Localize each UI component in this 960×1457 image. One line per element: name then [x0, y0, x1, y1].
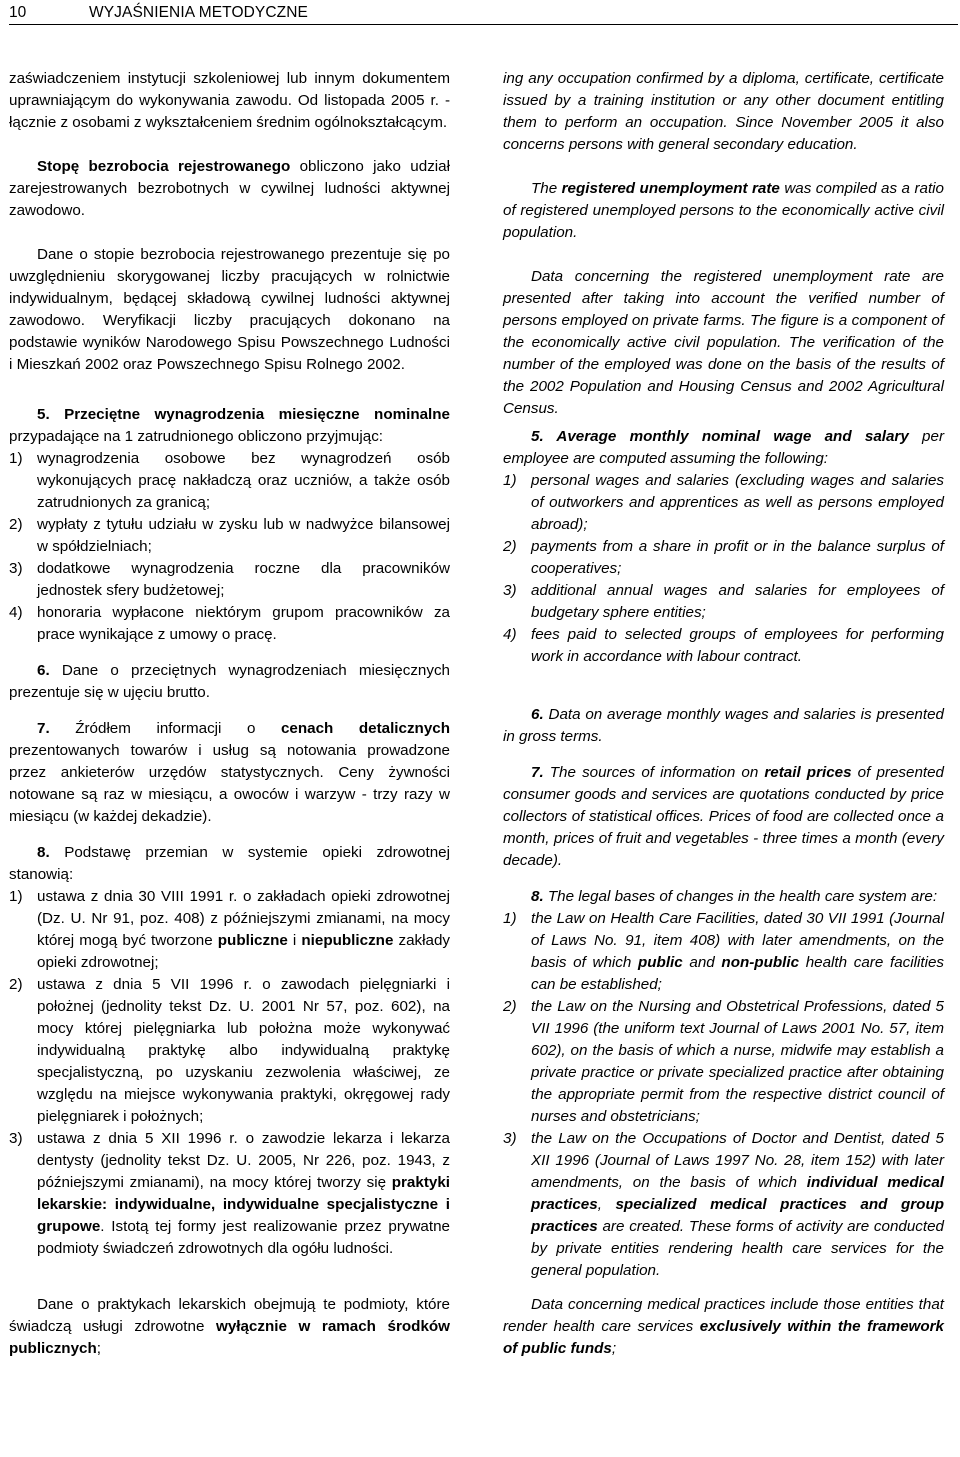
polish-column	[9, 68, 450, 1360]
list-item	[503, 1128, 944, 1282]
list-item	[9, 602, 450, 646]
en-text: per employee are computed assuming the following:	[503, 428, 945, 467]
section-number: 6.	[37, 662, 50, 679]
list-number: 4)	[9, 604, 23, 621]
list-item	[9, 558, 450, 602]
list-text: the Law on the Occupations of Doctor and Dentist, dated 5 XII 1996 (Journal of Laws 1997 No. 28, item 152) with later amendments, on the basis of which individual medical practices, specialized medical practices and group practices are created. These forms of activity are conducted by private entities rendering health care services for the general population.	[531, 1130, 944, 1279]
pl-text: przypadające na 1 zatrudnionego obliczono przyjmując:	[9, 428, 384, 445]
list-text: ustawa z dnia 5 XII 1996 r. o zawodzie lekarza i lekarza dentysty (jednolity tekst Dz. U. 2005, Nr 226, poz. 1943, z późniejszymi zmianami), na mocy której tworzy się praktyki lekarskie: indywidualne, indywidualne specjalistyczne i grupowe. Istotą tej formy jest realizowanie przez prywatne podmioty świadczeń zdrowotnych dla ogółu ludności.	[37, 1130, 450, 1257]
section-number: 7.	[37, 720, 50, 737]
en-paragraph-2: The registered unemployment rate was compiled as a ratio of registered unemployed persons to the economically active civil population.	[503, 180, 945, 241]
list-item	[503, 470, 944, 536]
list-number: 3)	[9, 560, 23, 577]
en-text: Data on average monthly wages and salaries is presented in gross terms.	[503, 706, 944, 745]
pl-paragraph-medical-practices: Dane o praktykach lekarskich obejmują te podmioty, które świadczą usługi zdrowotne wyłącznie w ramach środków publicznych;	[9, 1296, 450, 1357]
pl-section-7	[9, 718, 450, 828]
pl-paragraph-3: Dane o stopie bezrobocia rejestrowanego prezentuje się po uwzględnieniu skorygowanej liczby pracujących w rolnictwie indywidualnym, będącej składową cywilnej ludności aktywnej zawodowo. Weryfikacji liczby pracujących dokonano na podstawie wyników Narodowego Spisu Powszechnego Ludności i Mieszkań 2002 oraz Powszechnego Spisu Rolnego 2002.	[9, 246, 450, 373]
list-text: the Law on the Nursing and Obstetrical Professions, dated 5 VII 1996 (the uniform text Journal of Laws 2001 No. 57, item 602), on the basis of which a nurse, midwife may establish a private practice or private specialized practice after obtaining the appropriate permit from the respective district council of nurses and obstetricians;	[531, 998, 944, 1125]
list-item	[503, 908, 944, 996]
list-number: 1)	[503, 472, 517, 489]
page-header	[9, 0, 958, 25]
pl-paragraph-2	[9, 156, 450, 222]
section-number: 6.	[531, 706, 544, 723]
list-text: honoraria wypłacone niektórym grupom pracowników za prace wynikające z umowy o pracę.	[37, 604, 450, 643]
running-title: WYJAŚNIENIA METODYCZNE	[89, 4, 308, 21]
pl-section-5	[9, 404, 450, 448]
pl-section-8	[9, 842, 450, 886]
list-number: 3)	[503, 582, 517, 599]
pl-text: obliczono jako udział zarejestrowanych bezrobotnych w cywilnej ludności aktywnej zawodowo.	[9, 158, 450, 219]
list-text: fees paid to selected groups of employees for performing work in accordance with labour contract.	[531, 626, 944, 665]
en-term-unemployment-rate: registered unemployment rate	[561, 180, 780, 197]
pl-term-retail-prices: cenach detalicznych	[280, 720, 451, 737]
list-text: payments from a share in profit or in the balance surplus of cooperatives;	[531, 538, 944, 577]
list-item	[9, 448, 450, 514]
list-number: 1)	[9, 888, 23, 905]
en-section-8	[503, 886, 944, 908]
list-item	[9, 1128, 450, 1260]
pl-section-6	[9, 660, 450, 704]
list-text: ustawa z dnia 5 VII 1996 r. o zawodach pielęgniarki i położnej (jednolity tekst Dz. U. 2001 Nr 57, poz. 602), na mocy której pielęgniarka lub położna może wykonywać indywidualną praktykę albo indywidualną praktykę specjalistyczną, po uzyskaniu zezwolenia właściwej, ze względu na miejsce wykonywania praktyki, okręgowej rady pielęgniarek i położnych;	[37, 976, 450, 1125]
list-number: 3)	[503, 1130, 517, 1147]
list-number: 1)	[503, 910, 517, 927]
list-number: 2)	[503, 998, 517, 1015]
list-item	[9, 886, 450, 974]
page-number: 10	[9, 4, 27, 21]
en-section-5-list	[503, 470, 944, 668]
list-number: 1)	[9, 450, 23, 467]
section-number: 8.	[531, 888, 544, 905]
en-text: of presented consumer goods and services are quotations conducted by price collectors of statistical offices. Prices of food are collected once a month, prices of fruit and vegetables - three times a month (every decade).	[503, 764, 945, 869]
en-section-8-list	[503, 908, 944, 1282]
pl-term-average-wage: 5. Przeciętne wynagrodzenia miesięczne nominalne	[37, 406, 450, 423]
list-number: 2)	[9, 976, 23, 993]
list-text: personal wages and salaries (excluding wages and salaries of outworkers and apprentices as well as persons employed abroad);	[531, 472, 944, 533]
section-number: 8.	[37, 844, 50, 861]
en-text: The legal bases of changes in the health care system are:	[543, 888, 938, 905]
list-text: dodatkowe wynagrodzenia roczne dla pracowników jednostek sfery budżetowej;	[37, 560, 450, 599]
list-number: 2)	[9, 516, 23, 533]
en-paragraph-1: ing any occupation confirmed by a diploma, certificate, certificate issued by a training institution or any other document entitling them to perform an occupation. Since November 2005 it also concerns persons with general secondary education.	[503, 70, 944, 153]
pl-text: prezentowanych towarów i usług są notowania prowadzone przez ankieterów urzędów statystycznych. Ceny żywności notowane są raz w miesiącu, a owoców i warzyw - trzy razy w miesiącu (w każdej dekadzie).	[9, 742, 450, 825]
list-text: the Law on Health Care Facilities, dated 30 VII 1991 (Journal of Laws No. 91, item 408) with later amendments, on the basis of which public and non-public health care facilities can be established;	[531, 910, 945, 993]
list-text: wynagrodzenia osobowe bez wynagrodzeń osób wykonujących pracę nakładczą oraz uczniów, a także osób zatrudnionych za granicą;	[37, 450, 450, 511]
pl-section-5-list	[9, 448, 450, 646]
list-number: 2)	[503, 538, 517, 555]
pl-term-unemployment-rate: Stopę bezrobocia rejestrowanego	[37, 158, 291, 175]
en-term-retail-prices: retail prices	[764, 764, 852, 781]
en-section-7	[503, 762, 944, 872]
list-item	[503, 536, 944, 580]
en-section-6	[503, 704, 944, 748]
pl-text: Podstawę przemian w systemie opieki zdrowotnej stanowią:	[9, 844, 450, 883]
list-item	[503, 624, 944, 668]
section-number: 7.	[531, 764, 544, 781]
en-term-average-wage: 5. Average monthly nominal wage and salary	[531, 428, 909, 445]
list-text: wypłaty z tytułu udziału w zysku lub w nadwyżce bilansowej w spółdzielniach;	[37, 516, 450, 555]
en-paragraph-3: Data concerning the registered unemployment rate are presented after taking into account the verified number of persons employed on private farms. The figure is a component of the economically active civil population. The verification of the number of the employed was done on the basis of the results of the 2002 Population and Housing Census and 2002 Agricultural Census.	[503, 268, 944, 417]
pl-text: Źródłem informacji o	[49, 720, 281, 737]
list-item	[9, 974, 450, 1128]
list-text: additional annual wages and salaries for employees of budgetary sphere entities;	[531, 582, 944, 621]
list-text: ustawa z dnia 30 VIII 1991 r. o zakładach opieki zdrowotnej (Dz. U. Nr 91, poz. 408) z późniejszymi zmianami, na mocy której mogą być tworzone publiczne i niepubliczne zakłady opieki zdrowotnej;	[37, 888, 450, 971]
list-item	[503, 996, 944, 1128]
list-number: 3)	[9, 1130, 23, 1147]
pl-section-8-list	[9, 886, 450, 1260]
pl-paragraph-1: zaświadczeniem instytucji szkoleniowej lub innym dokumentem uprawniającym do wykonywania zawodu. Od listopada 2005 r. - łącznie z osobami z wykształceniem średnim ogólnokształcącym.	[9, 70, 450, 131]
list-item	[9, 514, 450, 558]
en-text: The sources of information on	[543, 764, 765, 781]
en-section-5	[503, 426, 944, 470]
list-item	[503, 580, 944, 624]
pl-text: Dane o przeciętnych wynagrodzeniach miesięcznych prezentuje się w ujęciu brutto.	[9, 662, 450, 701]
en-paragraph-medical-practices: Data concerning medical practices include those entities that render health care services exclusively within the framework of public funds;	[503, 1296, 944, 1357]
english-column	[503, 68, 944, 1360]
list-number: 4)	[503, 626, 517, 643]
